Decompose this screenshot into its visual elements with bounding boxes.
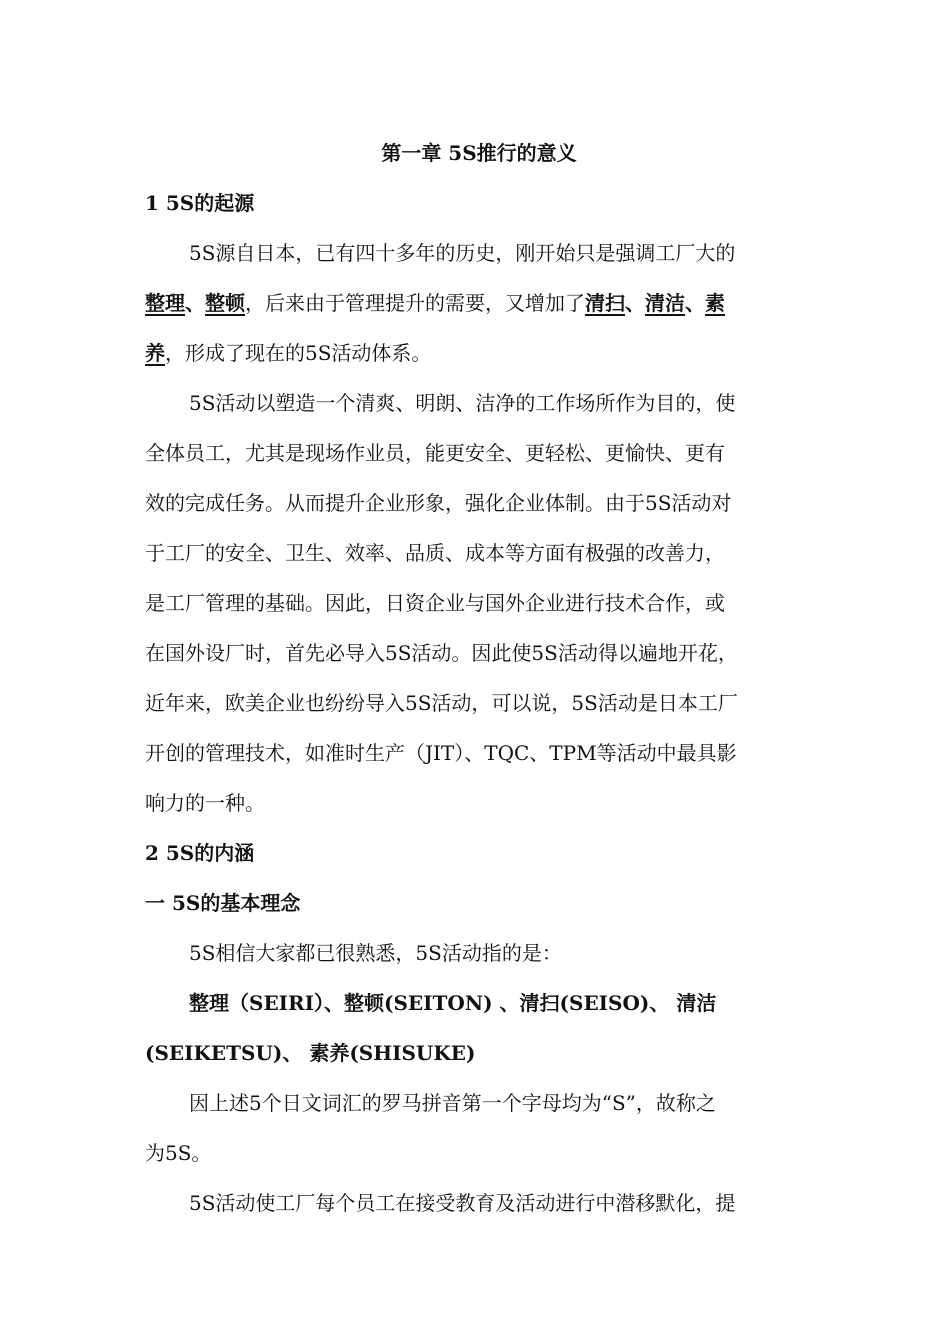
term-seiso: 清扫 xyxy=(585,291,625,315)
term-shitsuke-part-2: 养 xyxy=(145,341,165,365)
paragraph-purpose-line: 开创的管理技术，如准时生产（JIT）、TQC、TPM等活动中最具影 xyxy=(145,741,737,765)
paragraph-origin-line-3 xyxy=(145,328,813,378)
separator: 、 xyxy=(625,291,645,315)
paragraph-text: ，后来由于管理提升的需要，又增加了 xyxy=(245,291,585,315)
paragraph-naming-line-1: 因上述5个日文词汇的罗马拼音第一个字母均为“S”，故称之 xyxy=(189,1091,716,1115)
subsection-heading-concept: 一 5S的基本理念 xyxy=(145,891,301,915)
paragraph-purpose-line: 全体员工，尤其是现场作业员，能更安全、更轻松、更愉快、更有 xyxy=(145,441,725,465)
paragraph-naming-line-2: 为5S。 xyxy=(145,1141,212,1165)
paragraph-purpose-line: 于工厂的安全、卫生、效率、品质、成本等方面有极强的改善力， xyxy=(145,541,725,565)
paragraph-purpose-line: 响力的一种。 xyxy=(145,791,265,815)
term-seiri: 整理 xyxy=(145,291,185,315)
paragraph-origin-line-2 xyxy=(145,278,813,328)
document-body xyxy=(145,128,813,1228)
section-heading-origin: 1 5S的起源 xyxy=(145,191,255,215)
separator: 、 xyxy=(685,291,705,315)
term-seiketsu: 清洁 xyxy=(645,291,685,315)
paragraph-text: ，形成了现在的5S活动体系。 xyxy=(165,341,432,365)
paragraph-purpose-line: 效的完成任务。从而提升企业形象，强化企业体制。由于5S活动对 xyxy=(145,491,732,515)
paragraph-intro: 5S相信大家都已很熟悉，5S活动指的是： xyxy=(189,941,562,965)
terms-list-line-1: 整理（SEIRI）、整顿(SEITON) 、清扫(SEISO)、 清洁 xyxy=(189,991,717,1015)
terms-list-line-2: (SEIKETSU)、 素养(SHISUKE) xyxy=(145,1041,476,1065)
paragraph-purpose-line: 近年来，欧美企业也纷纷导入5S活动，可以说，5S活动是日本工厂 xyxy=(145,691,738,715)
separator: 、 xyxy=(185,291,205,315)
section-heading-meaning: 2 5S的内涵 xyxy=(145,841,255,865)
term-seiton: 整顿 xyxy=(205,291,245,315)
paragraph-effect-line-1: 5S活动使工厂每个员工在接受教育及活动进行中潜移默化，提 xyxy=(189,1191,736,1215)
chapter-title: 第一章 5S推行的意义 xyxy=(381,141,577,165)
paragraph-purpose-line: 在国外设厂时，首先必导入5S活动。因此使5S活动得以遍地开花， xyxy=(145,641,738,665)
paragraph-purpose-line: 5S活动以塑造一个清爽、明朗、洁净的工作场所作为目的，使 xyxy=(189,391,736,415)
term-shitsuke-part-1: 素 xyxy=(705,291,725,315)
paragraph-origin-line-1: 5S源自日本，已有四十多年的历史，刚开始只是强调工厂大的 xyxy=(189,241,736,265)
paragraph-purpose-line: 是工厂管理的基础。因此，日资企业与国外企业进行技术合作，或 xyxy=(145,591,725,615)
